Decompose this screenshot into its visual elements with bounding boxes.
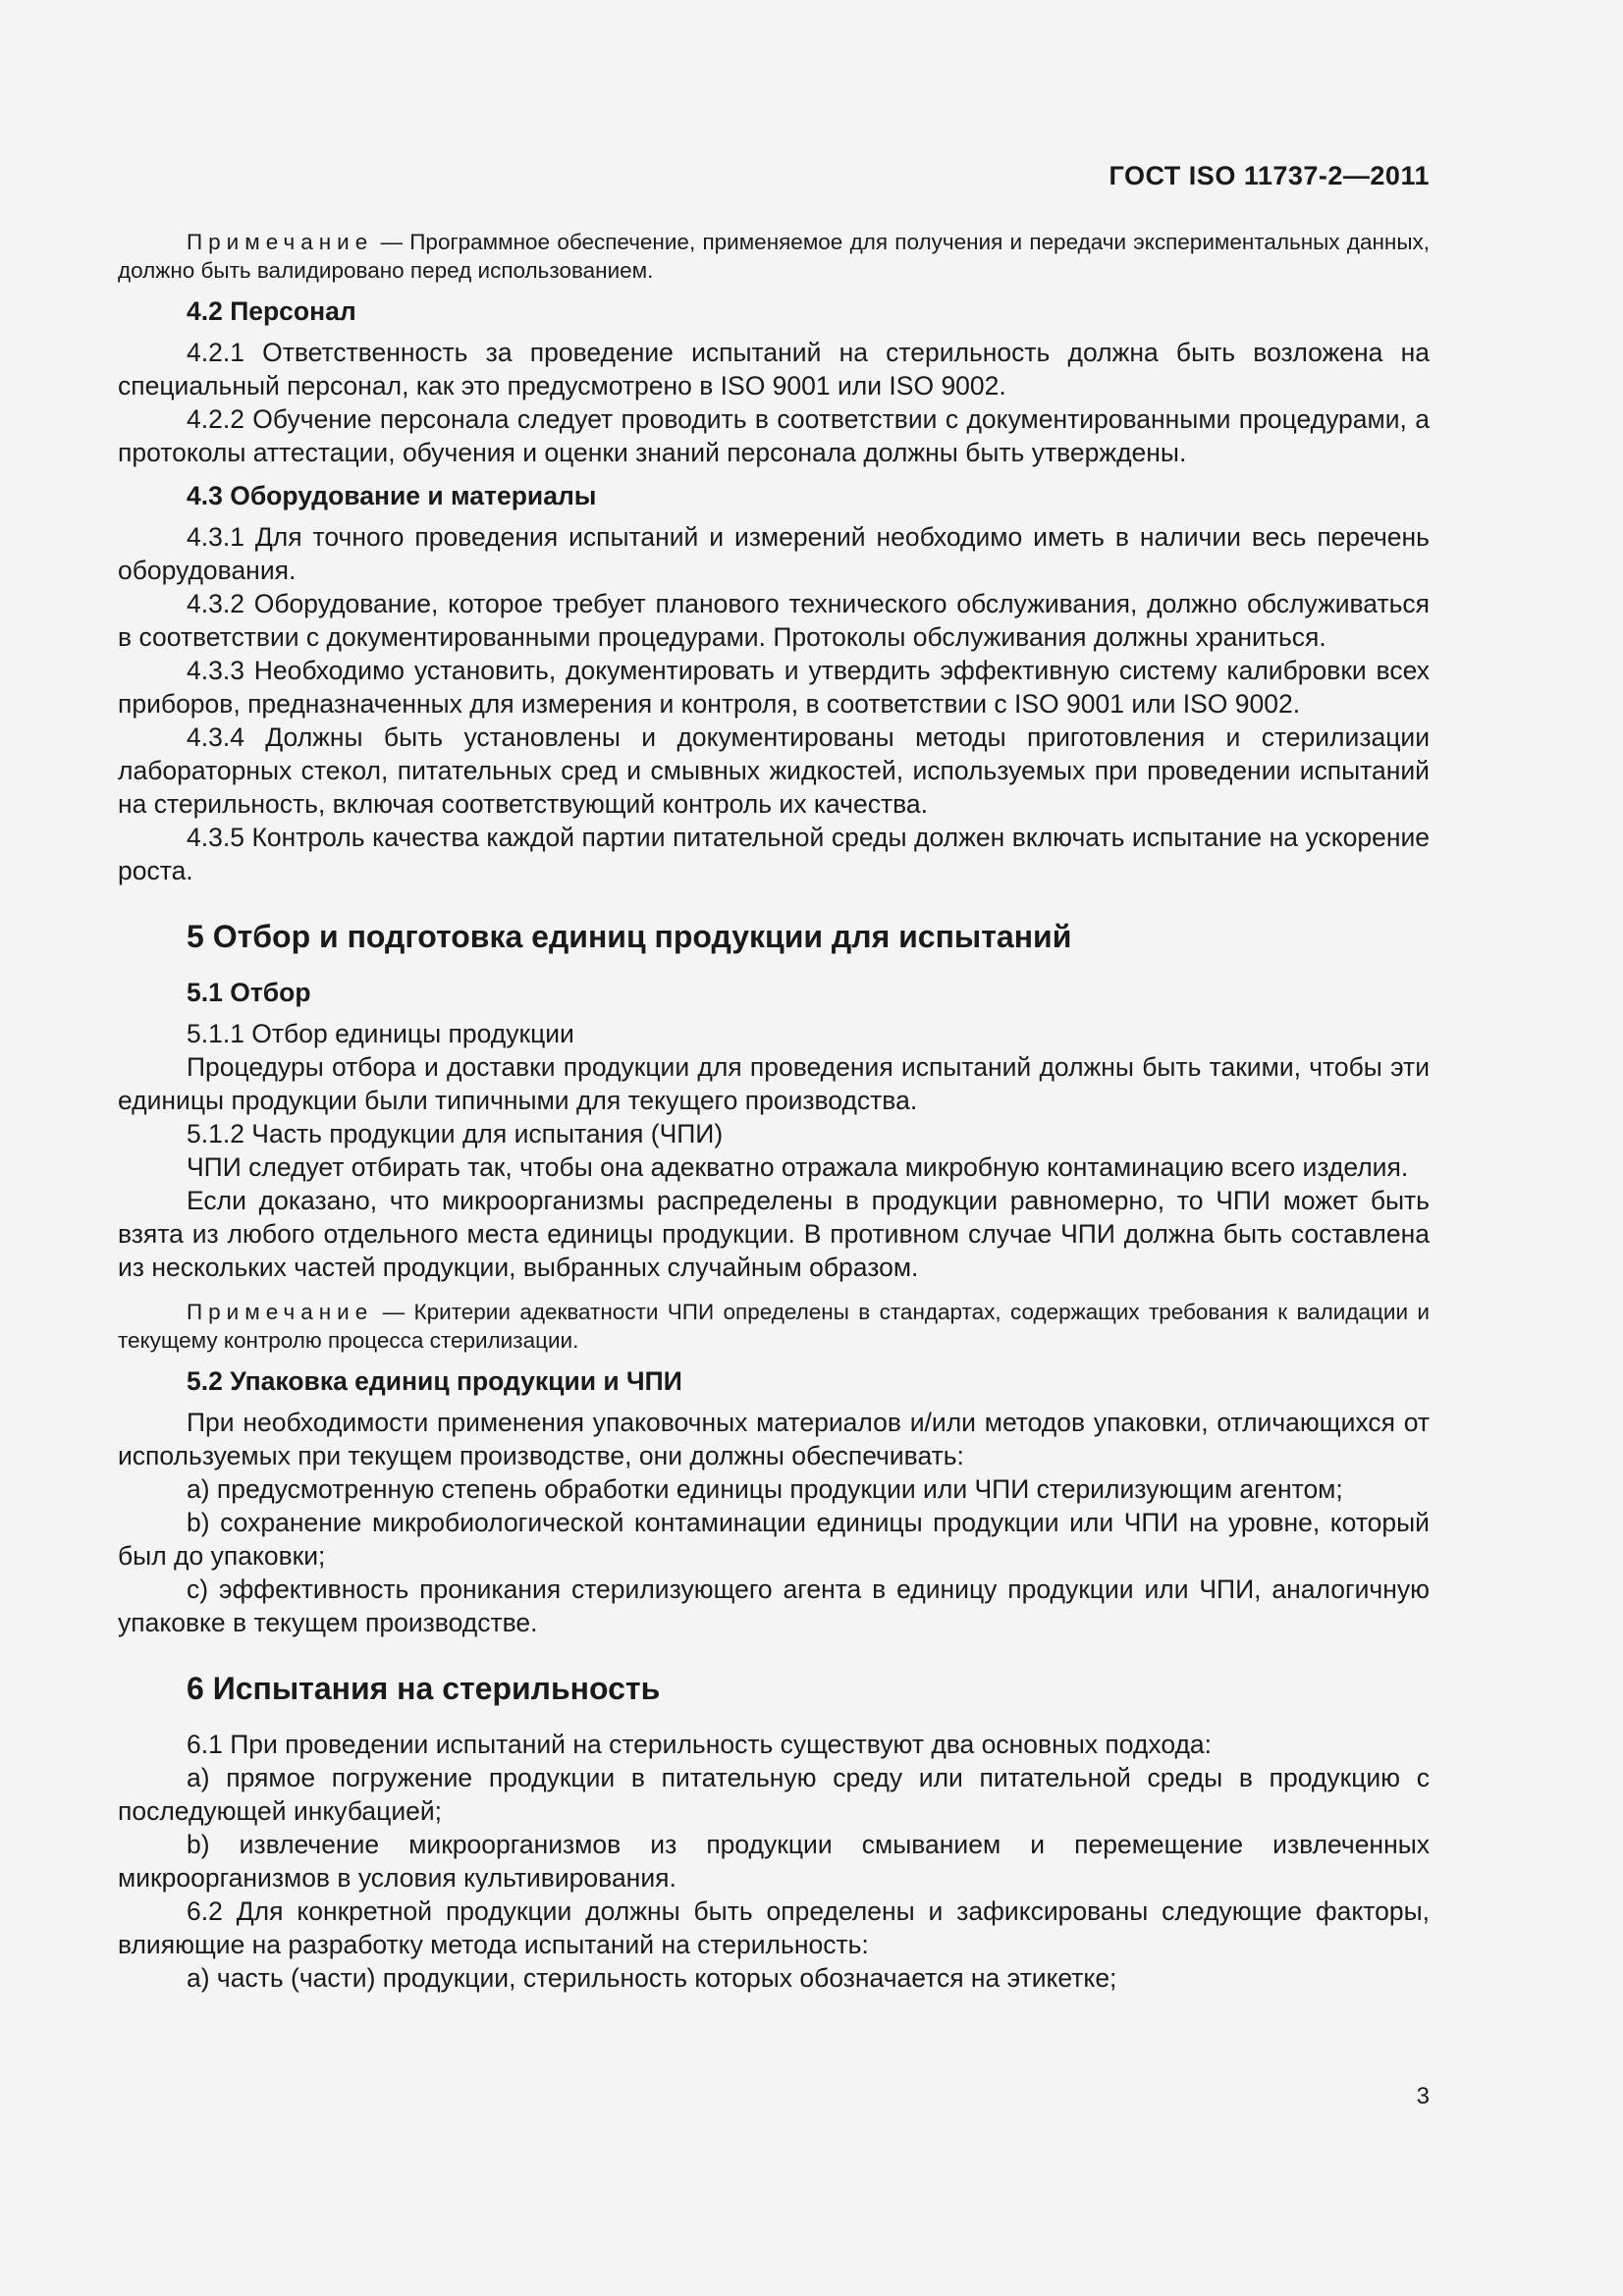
para-4-3-1: 4.3.1 Для точного проведения испытаний и измерений необходимо иметь в наличии весь перечень оборудования.	[118, 522, 1430, 585]
list-item-6-1-a: a) прямое погружение продукции в питательную среду или питательной среды в продукцию с последующей инкубацией;	[118, 1763, 1430, 1826]
para-5-1-1-body: Процедуры отбора и доставки продукции для проведения испытаний должны быть такими, чтобы эти единицы продукции были типичными для текущего производства.	[118, 1052, 1430, 1115]
para-4-3-4: 4.3.4 Должны быть установлены и документированы методы приготовления и стерилизации лабораторных стекол, питательных сред и смывных жидкостей, используемых при проведении испытаний на стерильность, включая соответствующий контроль их качества.	[118, 722, 1430, 819]
note-label: Примечание	[187, 1300, 374, 1324]
heading-4-2: 4.2 Персонал	[187, 296, 356, 326]
document-body	[118, 228, 1430, 1995]
para-4-2-2: 4.2.2 Обучение персонала следует проводить в соответствии с документированными процедурами, а протоколы аттестации, обучения и оценки знаний персонала должны быть утверждены.	[118, 404, 1430, 467]
para-5-1-1: 5.1.1 Отбор единицы продукции	[187, 1019, 574, 1048]
para-6-2: 6.2 Для конкретной продукции должны быть определены и зафиксированы следующие факторы, влияющие на разработку метода испытаний на стерильность:	[118, 1896, 1430, 1959]
heading-5: 5 Отбор и подготовка единиц продукции для испытаний	[187, 919, 1072, 954]
para-4-2-1: 4.2.1 Ответственность за проведение испытаний на стерильность должна быть возложена на специальный персонал, как это предусмотрено в ISO 9001 или ISO 9002.	[118, 338, 1430, 400]
heading-5-2: 5.2 Упаковка единиц продукции и ЧПИ	[187, 1366, 682, 1396]
document-id: ГОСТ ISO 11737-2—2011	[1109, 161, 1430, 190]
para-5-2: При необходимости применения упаковочных материалов и/или методов упаковки, отличающихся от используемых при текущем производстве, они должны обеспечивать:	[118, 1408, 1430, 1470]
note-text: — Программное обеспечение, применяемое для получения и передачи экспериментальных данных, должно быть валидировано перед использованием.	[118, 230, 1430, 283]
list-item-6-2-a: a) часть (части) продукции, стерильность которых обозначается на этикетке;	[187, 1963, 1117, 1993]
para-4-3-5: 4.3.5 Контроль качества каждой партии питательной среды должен включать испытание на ускорение роста.	[118, 823, 1430, 885]
note-chpi	[118, 1298, 1430, 1355]
para-5-1-2: 5.1.2 Часть продукции для испытания (ЧПИ)	[187, 1119, 724, 1148]
heading-5-1: 5.1 Отбор	[187, 978, 311, 1007]
list-item-5-2-a: a) предусмотренную степень обработки единицы продукции или ЧПИ стерилизующим агентом;	[187, 1474, 1343, 1504]
para-5-1-2-body-2: Если доказано, что микроорганизмы распределены в продукции равномерно, то ЧПИ может быть взята из любого отдельного места единицы продукции. В противном случае ЧПИ должна быть составлена из нескольких частей продукции, выбранных случайным образом.	[118, 1186, 1430, 1282]
list-item-5-2-b: b) сохранение микробиологической контаминации единицы продукции или ЧПИ на уровне, который был до упаковки;	[118, 1508, 1430, 1571]
note-text: — Критерии адекватности ЧПИ определены в стандартах, содержащих требования к валидации и текущему контролю процесса стерилизации.	[118, 1300, 1430, 1353]
page-number: 3	[1416, 2083, 1430, 2109]
para-4-3-2: 4.3.2 Оборудование, которое требует планового технического обслуживания, должно обслуживаться в соответствии с документированными процедурами. Протоколы обслуживания должны храниться.	[118, 589, 1430, 652]
para-4-3-3: 4.3.3 Необходимо установить, документировать и утвердить эффективную систему калибровки всех приборов, предназначенных для измерения и контроля, в соответствии с ISO 9001 или ISO 9002.	[118, 656, 1430, 719]
note-label: Примечание	[187, 230, 374, 254]
para-6-1: 6.1 При проведении испытаний на стерильность существуют два основных подхода:	[187, 1730, 1213, 1759]
list-item-5-2-c: c) эффективность проникания стерилизующего агента в единицу продукции или ЧПИ, аналогичную упаковке в текущем производстве.	[118, 1575, 1430, 1637]
heading-6: 6 Испытания на стерильность	[187, 1671, 661, 1706]
para-5-1-2-body: ЧПИ следует отбирать так, чтобы она адекватно отражала микробную контаминацию всего изделия.	[187, 1152, 1409, 1182]
note-software	[118, 228, 1430, 285]
list-item-6-1-b: b) извлечение микроорганизмов из продукции смыванием и перемещение извлеченных микроорганизмов в условия культивирования.	[118, 1830, 1430, 1893]
heading-4-3: 4.3 Оборудование и материалы	[187, 481, 597, 510]
